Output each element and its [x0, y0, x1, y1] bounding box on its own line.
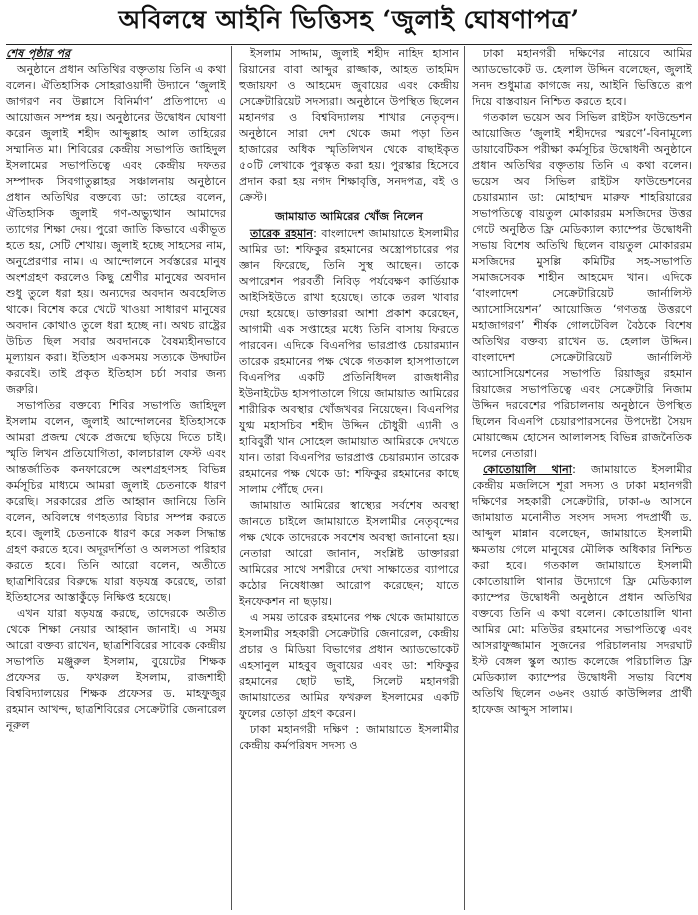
paragraph-text: : জামায়াতে ইসলামীর কেন্দ্রীয় মজলিসে শূরা সদস্য ও ঢাকা মহানগরী দক্ষিণের সহকারী সেক্রেটারি, ঢাকা-৬ আসনে জামায়াত মনোনীত সংসদ সদস্য পদপ্রার্থী ড. আব্দুল মান্নান বলেছেন, জামায়াতে ইসলামী ক্ষমতায় গেলে মানুষের মৌলিক অধিকার নিশ্চিত করা হবে। গতকাল জামায়াতে ইসলামী কোতোয়ালি থানার উদ্যোগে ফ্রি মেডিক্যাল ক্যাম্পের উদ্বোধনী অনুষ্ঠানে প্রধান অতিথির বক্তব্যে তিনি এ কথা বলেন। কোতোয়ালি থানা আমির মো: মতিউর রহমানের সভাপতিত্বে এবং আসরাফুজ্জামান সুজনের পরিচালনায় সদরঘাট ইস্ট বেঙ্গল স্কুল অ্যান্ড কলেজে পরিচালিত ফ্রি মেডিক্যাল ক্যাম্পের উদ্বোধনী সভায় বিশেষ অতিথি ছিলেন ৩৬নং ওয়ার্ড কাউন্সিলর প্রার্থী হাফেজ আব্দুস সালাম। — [472, 463, 692, 716]
paragraph: জামায়াত আমিরের স্বাস্থ্যের সর্বশেষ অবস্থা জানতে চাইলে জামায়াতে ইসলামীর নেতৃবৃন্দের পক্ষ থেকে তাদেরকে সবশেষ অবস্থা জানানো হয়। নেতারা আরো জানান, সংশ্লিষ্ট ডাক্তাররা আমিরের সাথে সশরীরে দেখা সাক্ষাতের ব্যাপারে কঠোর নিষেধাজ্ঞা আরোপ করেছেন; যাতে ইনফেকশন না ছড়ায়। — [239, 499, 459, 608]
subheading: জামায়াত আমিরের খোঁজ নিলেন — [275, 210, 423, 223]
headline-rule — [6, 44, 692, 45]
headline: অবিলম্বে আইনি ভিত্তিসহ ‘জুলাই ঘোষণাপত্র’ — [118, 5, 580, 34]
column-2 — [239, 46, 459, 910]
paragraph: ঢাকা মহানগরী দক্ষিণ : জামায়াতে ইসলামীর কেন্দ্রীয় কর্মপরিষদ সদস্য ও — [239, 723, 459, 752]
paragraph: এ সময় তারেক রহমানের পক্ষ থেকে জামায়াতে ইসলামীর সহকারী সেক্রেটারি জেনারেল, কেন্দ্রীয় প্রচার ও মিডিয়া বিভাগের প্রধান অ্যাডভোকেট এহসানুল মাহবুব জুবায়ের এবং ডা: শফিকুর রহমানের ছোট ভাই, সিলেট মহানগরী জামায়াতের আমির ফখরুল ইসলামের একটি ফুলের তোড়া গ্রহণ করেন। — [239, 611, 459, 720]
lead-name: কোতোয়ালি থানা — [483, 463, 573, 476]
paragraph: সভাপতির বক্তব্যে শিবির সভাপতি জাহিদুল ইসলাম বলেন, জুলাই আন্দোলনের ইতিহাসকে আমরা প্রজন্ম থেকে প্রজন্মে ছড়িয়ে দিতে চাই। স্মৃতি লিখন প্রতিযোগিতা, কালচারাল ফেস্ট এবং আন্তর্জাতিক কনফারেন্সে অংশগ্রহণসহ বিভিন্ন কর্মসূচির মাধ্যমে আমরা জুলাই চেতনাকে ধারণ করেছি। সরকারের প্রতি আহ্বান জানিয়ে তিনি বলেন, অবিলম্বে গণহত্যার বিচার সম্পন্ন করতে হবে। জুলাই চেতনাকে ধারণ করে সকল সিদ্ধান্ত গ্রহণ করতে হবে। অদূরদর্শিতা ও অলসতা পরিহার করতে হবে। তিনি আরো বলেন, অতীতে ছাত্রশিবিরের বিরুদ্ধে যারা ষড়যন্ত্র করেছে, তারা ইতিহাসের আস্তাকুঁড়ে নিক্ষিপ্ত হয়েছে। — [6, 399, 226, 604]
paragraph — [472, 462, 692, 718]
paragraph: এখন যারা ষড়যন্ত্র করছে, তাদেরকে অতীত থেকে শিক্ষা নেয়ার আহ্বান জানাই। এ সময় আরো বক্তব্য রাখেন, ছাত্রশিবিরের সাবেক কেন্দ্রীয় সভাপতি মঞ্জুরুল ইসলাম, বুয়েটের শিক্ষক প্রফেসর ড. ফখরুল ইসলাম, রাজশাহী বিশ্ববিদ্যালয়ের শিক্ষক প্রফেসর ড. মাহফুজুর রহমান আখন্দ, ছাত্রশিবিরের সেক্রেটারি জেনারেল নূরুল — [6, 607, 226, 732]
column-divider — [231, 46, 232, 910]
column-1 — [6, 46, 226, 910]
paragraph: গতকাল ভয়েস অব সিভিল রাইটস ফাউন্ডেশন আয়োজিত ‘জুলাই শহীদদের স্মরণে’-বিনামূল্যে ডায়াবেটিকস পরীক্ষা কর্মসূচির উদ্বোধনী অনুষ্ঠানে প্রধান অতিথির বক্তৃতায় তিনি এ কথা বলেন। ভয়েস অব সিভিল রাইটস ফাউন্ডেশনের চেয়ারম্যান ডা: মোহাম্মদ মারুফ শাহরিয়ারের সভাপতিত্বে বায়তুল মোকাররম মসজিদের উত্তর গেটে অনুষ্ঠিত ফ্রি মেডিক্যাল ক্যাম্পের উদ্বোধনী সভায় বিশেষ অতিথি ছিলেন বায়তুল মোকাররম মসজিদের মুসল্লি কমিটির সহ-সভাপতি সমাজসেবক শাহীন আহমেদ খান। এদিকে ‘বাংলাদেশ সেক্রেটারিয়েট জার্নালিস্ট অ্যাসোসিয়েশন’ আয়োজিত ‘গণতন্ত্র উত্তরণে মহাজাগরণ’ শীর্ষক গোলটেবিল বৈঠকে বিশেষ অতিথির বক্তব্য রাখেন ড. হেলাল উদ্দিন। বাংলাদেশ সেক্রেটারিয়েট জার্নালিস্ট অ্যাসোসিয়েশনের সভাপতি রিয়াজুর রহমান রিয়াজের সভাপতিত্বে এবং সেক্রেটারি নিজাম উদ্দিন দরবেশের পরিচালনায় অনুষ্ঠানে উপস্থিত ছিলেন বিএনপি চেয়ারপারসনের উপদেষ্টা সৈয়দ মোয়াজ্জেম হোসেন আলালসহ বিভিন্ন রাজনৈতিক দলের নেতারা। — [472, 111, 692, 460]
paragraph — [239, 226, 459, 498]
column-divider — [464, 46, 465, 910]
paragraph: অনুষ্ঠানে প্রধান অতিথির বক্তৃতায় তিনি এ কথা বলেন। ঐতিহাসিক সোহরাওয়ার্দী উদ্যানে ‘জুলাই জাগরণ নব উল্লাসে বিনির্মাণ’ প্রতিপাদ্যে এ আয়োজন সম্পন্ন হয়। অনুষ্ঠানের উদ্বোধন ঘোষণা করেন জুলাই শহীদ আব্দুল্লাহ আল তাহিরের সম্মানিত মা। শিবিরের কেন্দ্রীয় সভাপতি জাহিদুল ইসলামের সভাপতিত্বে এবং কেন্দ্রীয় দফতর সম্পাদক সিবগাতুল্লাহর সঞ্চালনায় অনুষ্ঠানে প্রধান অতিথির বক্তব্যে ডা: তাহের বলেন, ঐতিহাসিক জুলাই গণ-অভ্যুত্থান আমাদের ত্যাগের শিক্ষা দেয়। পুরো জাতি কিভাবে একীভূত হতে হয়, সেটি শেখায়। জুলাই হচ্ছে সাহসের নাম, অনুপ্রেরণার নাম। এ আন্দোলনে সর্বস্তরের মানুষ অংশগ্রহণ করলেও কিছু শ্রেণীর মানুষের অবদান শুধু তুলে ধরা হয়। অন্যদের অবদান অবহেলিত থাকে। বিশেষ করে খেটে খাওয়া সাধারণ মানুষের অবদান কোথাও তুলে ধরা হচ্ছে না। অথচ রাষ্ট্রের উচিত ছিল সবার অবদানকে বৈষম্যহীনভাবে মূল্যায়ন করা। ইতিহাস একসময় সত্যকে উদ্ঘাটন করবেই। তাই প্রকৃত ইতিহাস চর্চা সবার জন্য জরুরি। — [6, 63, 226, 396]
lead-name: তারেক রহমান — [250, 227, 314, 240]
paragraph: ঢাকা মহানগরী দক্ষিণের নায়েবে আমির অ্যাডভোকেট ড. হেলাল উদ্দিন বলেছেন, জুলাই সনদ শুধুমাত্র কাগজে নয়, আইনি ভিত্তিতে রূপ দিয়ে বাস্তবায়ন নিশ্চিত করতে হবে। — [472, 47, 692, 108]
column-3 — [472, 46, 692, 910]
paragraph: ইসলাম সাদ্দাম, জুলাই শহীদ নাহিদ হাসান রিয়ানের বাবা আব্দুর রাজ্জাক, আহত তাহমিদ হুজায়ফা ও আহমেদ জুবায়ের এবং কেন্দ্রীয় সেক্রেটারিয়েট সদস্যরা। অনুষ্ঠানে উপস্থিত ছিলেন মহানগর ও বিশ্ববিদ্যালয় শাখার নেতৃবৃন্দ। অনুষ্ঠানে সারা দেশ থেকে জমা পড়া তিন হাজারের অধিক স্মৃতিলিখন থেকে বাছাইকৃত ৫০টি লেখাকে পুরস্কৃত করা হয়। পুরস্কার হিসেবে প্রদান করা হয় নগদ শিক্ষাবৃত্তি, সনদপত্র, বই ও ক্রেস্ট। — [239, 47, 459, 204]
paragraph-text: : বাংলাদেশ জামায়াতে ইসলামীর আমির ডা: শফিকুর রহমানের অস্ত্রোপচারের পর জ্ঞান ফিরেছে, তিনি সুস্থ আছেন। তাকে অপারেশন পরবর্তী নিবিড় পর্যবেক্ষণ কার্ডিয়াক আইসিইউতে রাখা হয়েছে। তাকে তরল খাবার দেয়া হয়েছে। ডাক্তাররা আশা প্রকাশ করেছেন, আগামী এক সপ্তাহের মধ্যে তিনি বাসায় ফিরতে পারবেন। এদিকে বিএনপির ভারপ্রাপ্ত চেয়ারম্যান তারেক রহমানের পক্ষ থেকে গতকাল হাসপাতালে বিএনপির একটি প্রতিনিধিদল রাজধানীর ইউনাইটেড হাসপাতালে গিয়ে জামায়াত আমিরের শারীরিক অবস্থার খোঁজখবর নিয়েছেন। বিএনপির যুগ্ম মহাসচিব শহীদ উদ্দিন চৌধুরী এ্যানী ও হাবিবুর্রী খান সোহেল জামায়াত আমিরকে দেখতে যান। তারা বিএনপির ভারপ্রাপ্ত চেয়ারম্যান তারেক রহমানের পক্ষ থেকে ডা: শফিকুর রহমানের কাছে সালাম পৌঁছে দেন। — [239, 227, 459, 496]
continued-kicker: শেষ পৃষ্ঠার পর — [6, 47, 71, 60]
